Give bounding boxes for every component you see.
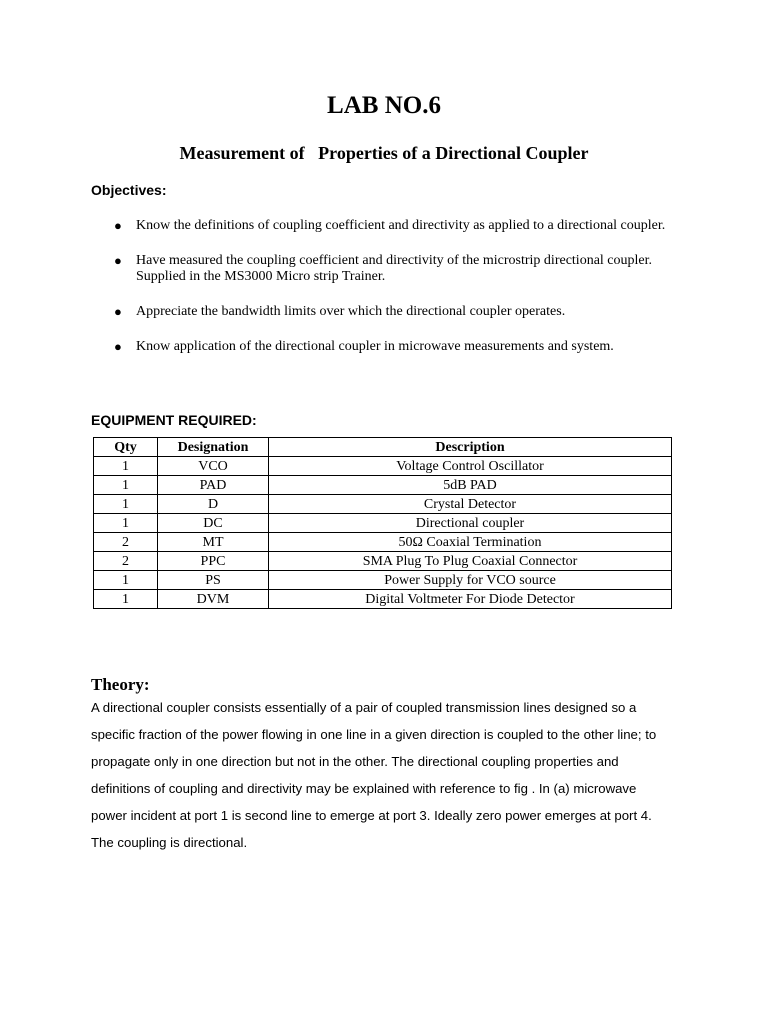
table-row <box>94 571 672 590</box>
objectives-heading: Objectives: <box>91 182 167 198</box>
designation-cell: DC <box>158 514 269 533</box>
designation-cell: D <box>158 495 269 514</box>
description-cell: Digital Voltmeter For Diode Detector <box>269 590 672 609</box>
objective-item: ● Have measured the coupling coefficient and directivity of the microstrip directional coupler. Supplied in the MS3000 Micro strip Trainer. <box>114 253 653 284</box>
description-cell: 5dB PAD <box>269 476 672 495</box>
designation-cell: MT <box>158 533 269 552</box>
qty-cell: 2 <box>94 552 158 571</box>
column-header-description: Description <box>269 438 672 457</box>
table-row <box>94 514 672 533</box>
description-cell: Directional coupler <box>269 514 672 533</box>
theory-line: power incident at port 1 is second line to emerge at port 3. Ideally zero power emerges at port 4. <box>91 808 652 823</box>
table-row <box>94 533 672 552</box>
qty-cell: 1 <box>94 476 158 495</box>
qty-cell: 1 <box>94 571 158 590</box>
theory-heading: Theory: <box>91 675 150 694</box>
table-row <box>94 552 672 571</box>
column-header-qty: Qty <box>94 438 158 457</box>
bullet-icon: ● <box>114 304 122 319</box>
designation-cell: DVM <box>158 590 269 609</box>
description-cell: 50Ω Coaxial Termination <box>269 533 672 552</box>
description-cell: SMA Plug To Plug Coaxial Connector <box>269 552 672 571</box>
bullet-icon: ● <box>114 218 122 233</box>
theory-line: propagate only in one direction but not in the other. The directional coupling properties and <box>91 754 619 769</box>
theory-paragraph <box>91 694 691 856</box>
bullet-icon: ● <box>114 253 122 268</box>
description-cell: Crystal Detector <box>269 495 672 514</box>
objective-item: ● Know the definitions of coupling coefficient and directivity as applied to a directional coupler. <box>114 218 666 233</box>
theory-line: definitions of coupling and directivity may be explained with reference to fig . In (a) microwave <box>91 781 637 796</box>
designation-cell: VCO <box>158 457 269 476</box>
qty-cell: 1 <box>94 514 158 533</box>
designation-cell: PAD <box>158 476 269 495</box>
objective-item: ● Know application of the directional coupler in microwave measurements and system. <box>114 339 614 354</box>
qty-cell: 1 <box>94 457 158 476</box>
qty-cell: 1 <box>94 495 158 514</box>
page-subtitle: Measurement of Properties of a Directional Coupler <box>179 143 589 163</box>
table-row <box>94 476 672 495</box>
designation-cell: PPC <box>158 552 269 571</box>
page-title: LAB NO.6 <box>327 92 441 119</box>
table-row <box>94 495 672 514</box>
theory-line: specific fraction of the power flowing in one line in a given direction is coupled to the other line; to <box>91 727 657 742</box>
theory-line: The coupling is directional. <box>91 835 248 850</box>
equipment-table <box>93 437 672 609</box>
description-cell: Power Supply for VCO source <box>269 571 672 590</box>
objectives-list <box>112 218 682 374</box>
qty-cell: 2 <box>94 533 158 552</box>
description-cell: Voltage Control Oscillator <box>269 457 672 476</box>
table-row <box>94 457 672 476</box>
column-header-designation: Designation <box>158 438 269 457</box>
table-header-row <box>94 438 672 457</box>
table-row <box>94 590 672 609</box>
bullet-icon: ● <box>114 339 122 354</box>
objective-item: ● Appreciate the bandwidth limits over which the directional coupler operates. <box>114 304 566 319</box>
equipment-heading: EQUIPMENT REQUIRED: <box>91 412 257 428</box>
theory-line: A directional coupler consists essentially of a pair of coupled transmission lines designed so a <box>91 700 637 715</box>
qty-cell: 1 <box>94 590 158 609</box>
designation-cell: PS <box>158 571 269 590</box>
